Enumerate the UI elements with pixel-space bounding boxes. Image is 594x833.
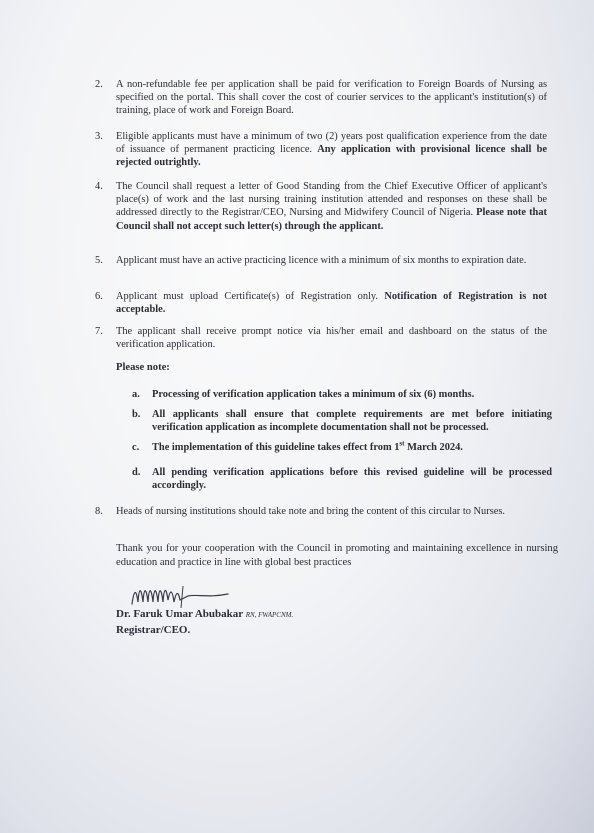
note-text: All applicants shall ensure that complete requirements are met before initiating verification application as incomplete documentation shall not be processed. [152, 409, 552, 434]
item-text: Applicant must upload Certificate(s) of Registration only. Notification of Registration is not acceptable. [116, 291, 547, 316]
item-text: A non-refundable fee per application shall be paid for verification to Foreign Boards of Nursing as specified on the portal. This shall cover the cost of courier services to the applicant's institution(s) of training, place of work and Foreign Board. [116, 79, 547, 117]
note-text: Processing of verification application takes a minimum of six (6) months. [152, 389, 475, 400]
item-text: The Council shall request a letter of Good Standing from the Chief Executive Officer of applicant's place(s) of work and the last nursing training institution attended and responses on these shall be addressed directly to the Registrar/CEO, Nursing and Midwifery Council of Nigeria. Please note that Council shall not accept such letter(s) through the applicant. [116, 181, 547, 232]
signatory-name: Dr. Faruk Umar Abubakar [116, 608, 243, 620]
note-letter: c. [132, 442, 140, 453]
note-letter: b. [132, 409, 141, 420]
signatory-credentials: RN, FWAPCNM. [245, 611, 294, 619]
item-number: 7. [95, 326, 103, 337]
item-text: Eligible applicants must have a minimum of two (2) years post qualification experience from the date of issuance of permanent practicing licence. Any application with provisional licence shall be rejected outrightly. [116, 131, 547, 169]
item-number: 5. [95, 255, 103, 266]
thank-you-paragraph: Thank you for your cooperation with the Council in promoting and maintaining excellence in nursing education and practice in line with global best practices [116, 543, 558, 568]
item-number: 8. [95, 506, 103, 517]
item-text: Applicant must have an active practicing licence with a minimum of six months to expiration date. [116, 255, 527, 266]
item-number: 3. [95, 131, 103, 142]
signatory-role: Registrar/CEO. [116, 624, 191, 636]
item-number: 4. [95, 181, 103, 192]
note-text: The implementation of this guideline takes effect from 1st March 2024. [152, 439, 463, 453]
note-letter: d. [132, 467, 141, 478]
signatory-name-line [116, 608, 293, 620]
note-text: All pending verification applications before this revised guideline will be processed accordingly. [152, 467, 552, 492]
item-number: 2. [95, 79, 103, 90]
please-note-heading: Please note: [116, 362, 170, 373]
item-number: 6. [95, 291, 103, 302]
item-text: The applicant shall receive prompt notice via his/her email and dashboard on the status of the verification application. [116, 326, 547, 351]
item-text: Heads of nursing institutions should take note and bring the content of this circular to Nurses. [116, 506, 505, 517]
note-letter: a. [132, 389, 140, 400]
